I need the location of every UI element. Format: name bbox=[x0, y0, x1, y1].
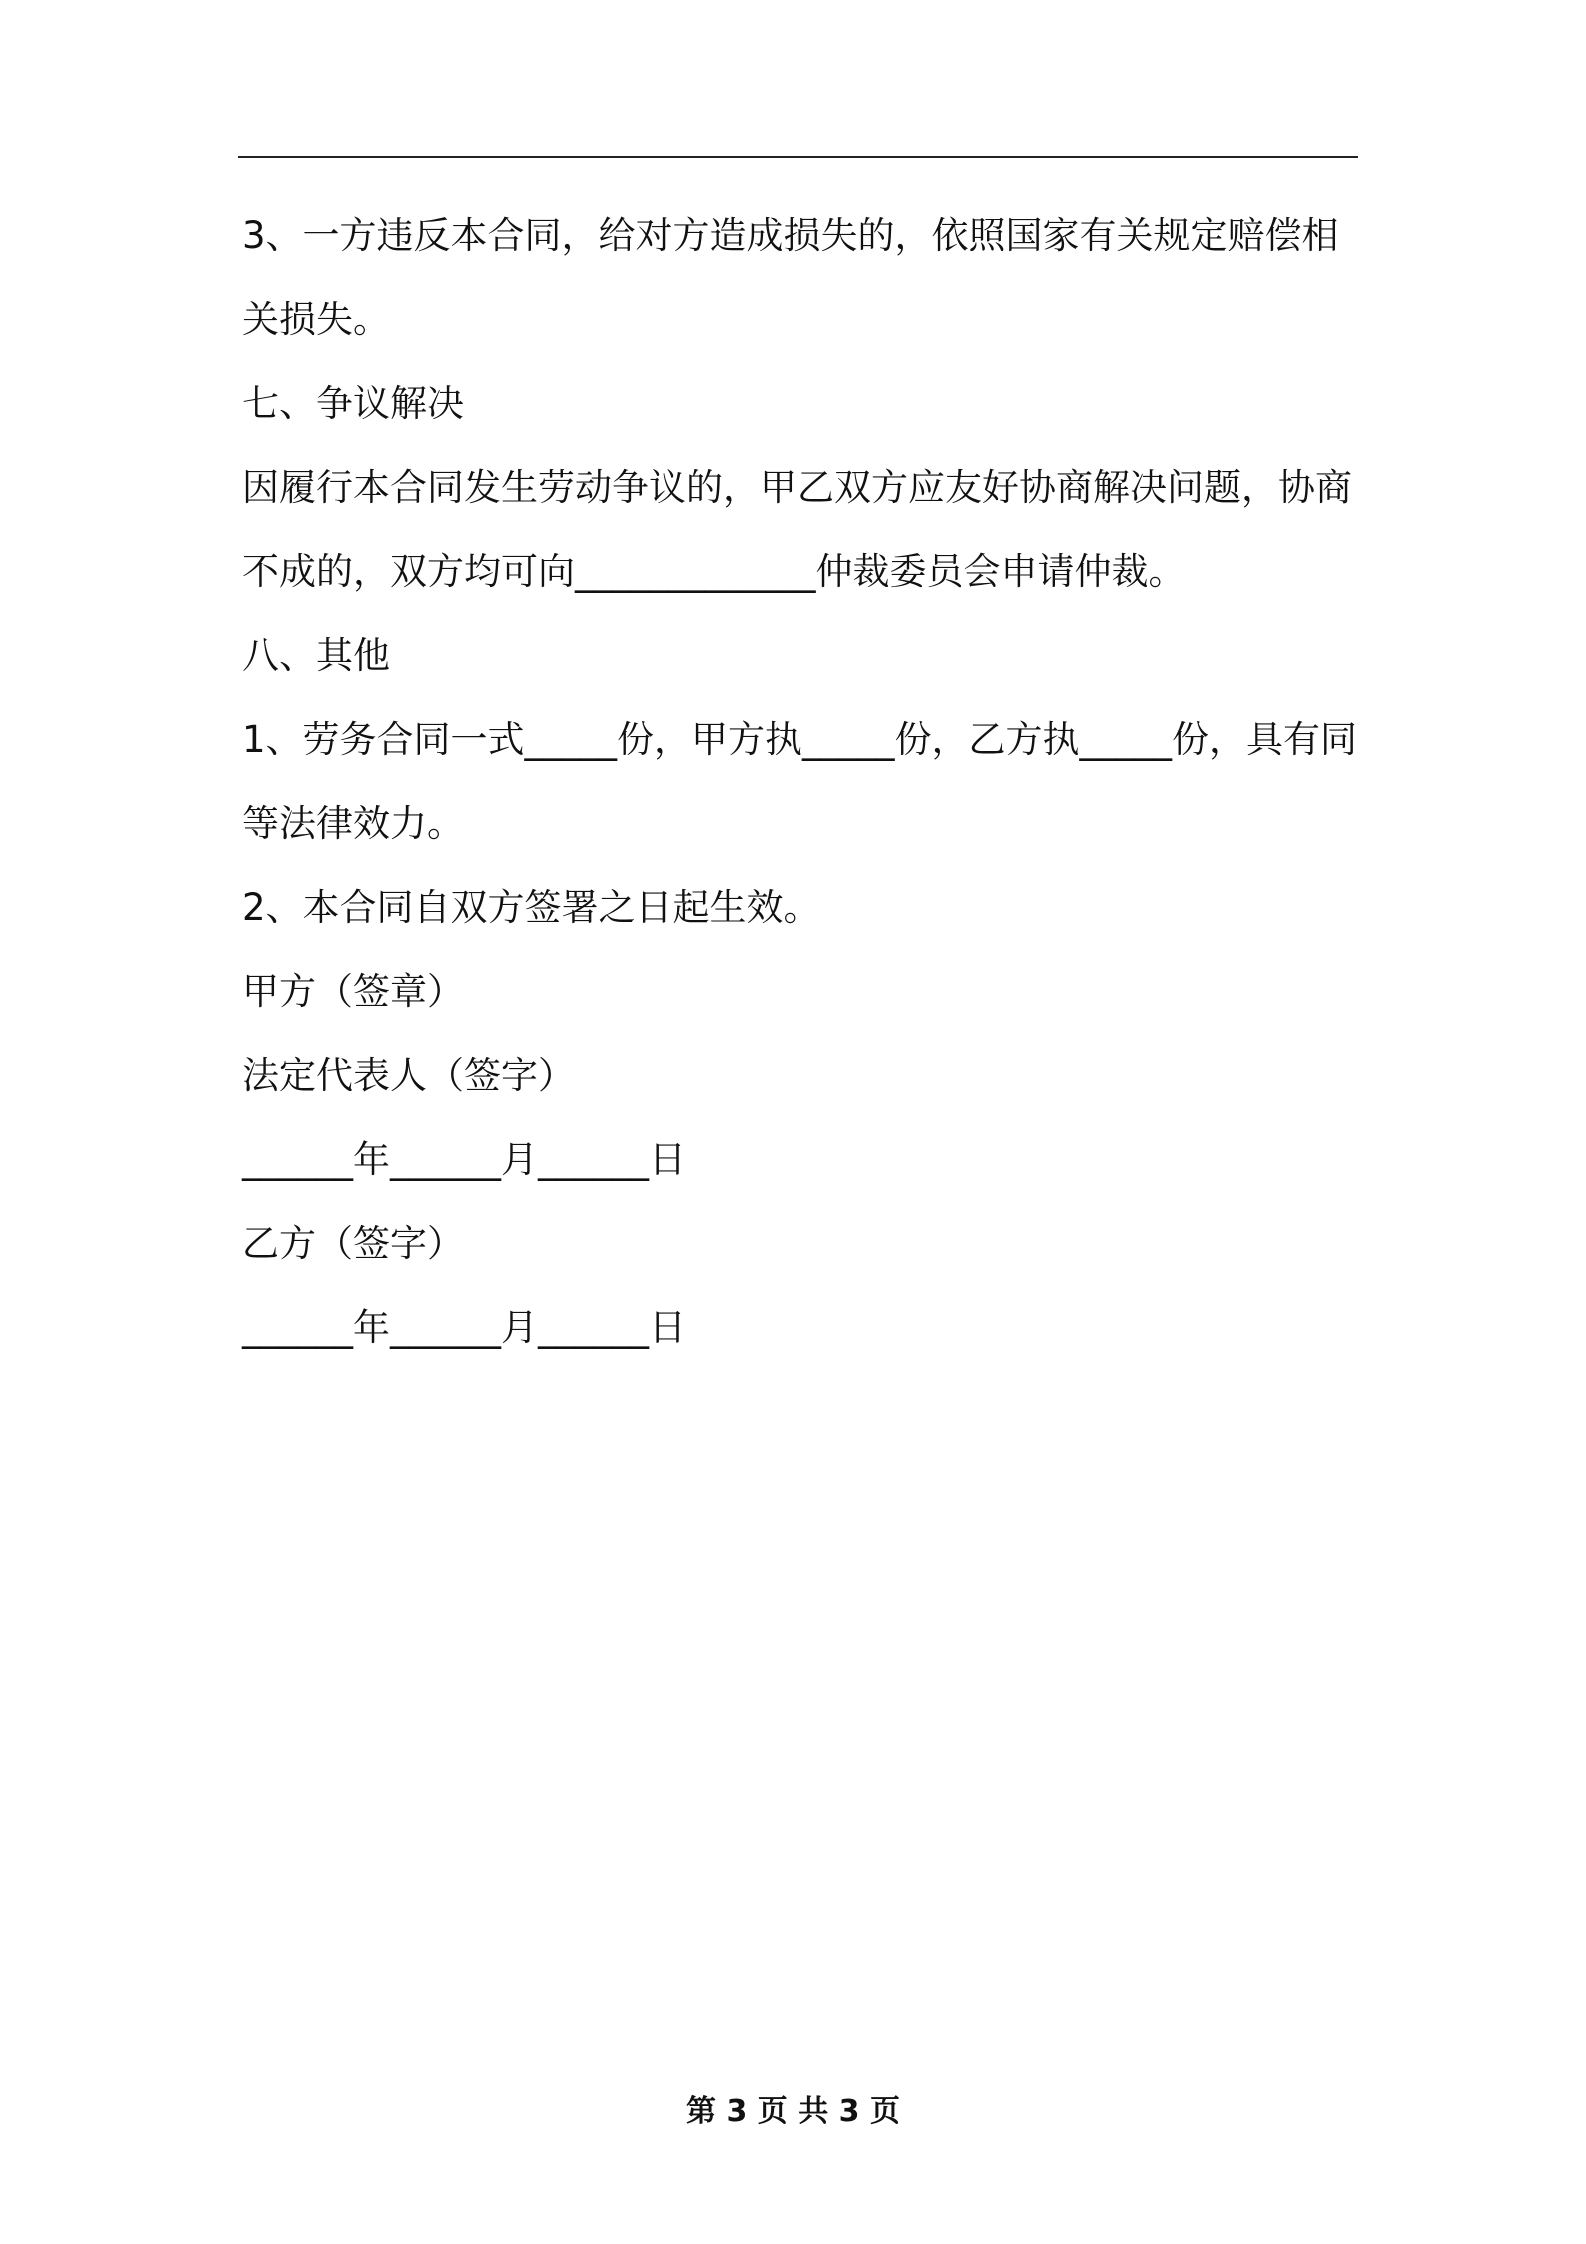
header-rule bbox=[238, 156, 1358, 158]
clause-dispute-arbitration: 因履行本合同发生劳动争议的，甲乙双方应友好协商解决问题，协商不成的，双方均可向_____________仲裁委员会申请仲裁。 bbox=[242, 466, 1352, 593]
party-a-date-line: ______年______月______日 bbox=[242, 1138, 686, 1181]
party-b-date-line: ______年______月______日 bbox=[242, 1306, 686, 1349]
clause-3-liability: 3、一方违反本合同，给对方造成损失的，依照国家有关规定赔偿相关损失。 bbox=[242, 214, 1339, 341]
page-number: 第 3 页 共 3 页 bbox=[686, 2094, 900, 2129]
section-heading-dispute: 七、争议解决 bbox=[242, 382, 464, 425]
section-heading-other: 八、其他 bbox=[242, 634, 390, 677]
party-a-seal-label: 甲方（签章） bbox=[242, 970, 464, 1013]
legal-representative-label: 法定代表人（签字） bbox=[242, 1054, 575, 1097]
clause-1-copies: 1、劳务合同一式_____份，甲方执_____份，乙方执_____份，具有同等法律效力。 bbox=[242, 718, 1358, 845]
clause-2-effective: 2、本合同自双方签署之日起生效。 bbox=[242, 886, 821, 929]
document-body bbox=[242, 194, 1358, 1370]
party-b-signature-label: 乙方（签字） bbox=[242, 1222, 464, 1265]
